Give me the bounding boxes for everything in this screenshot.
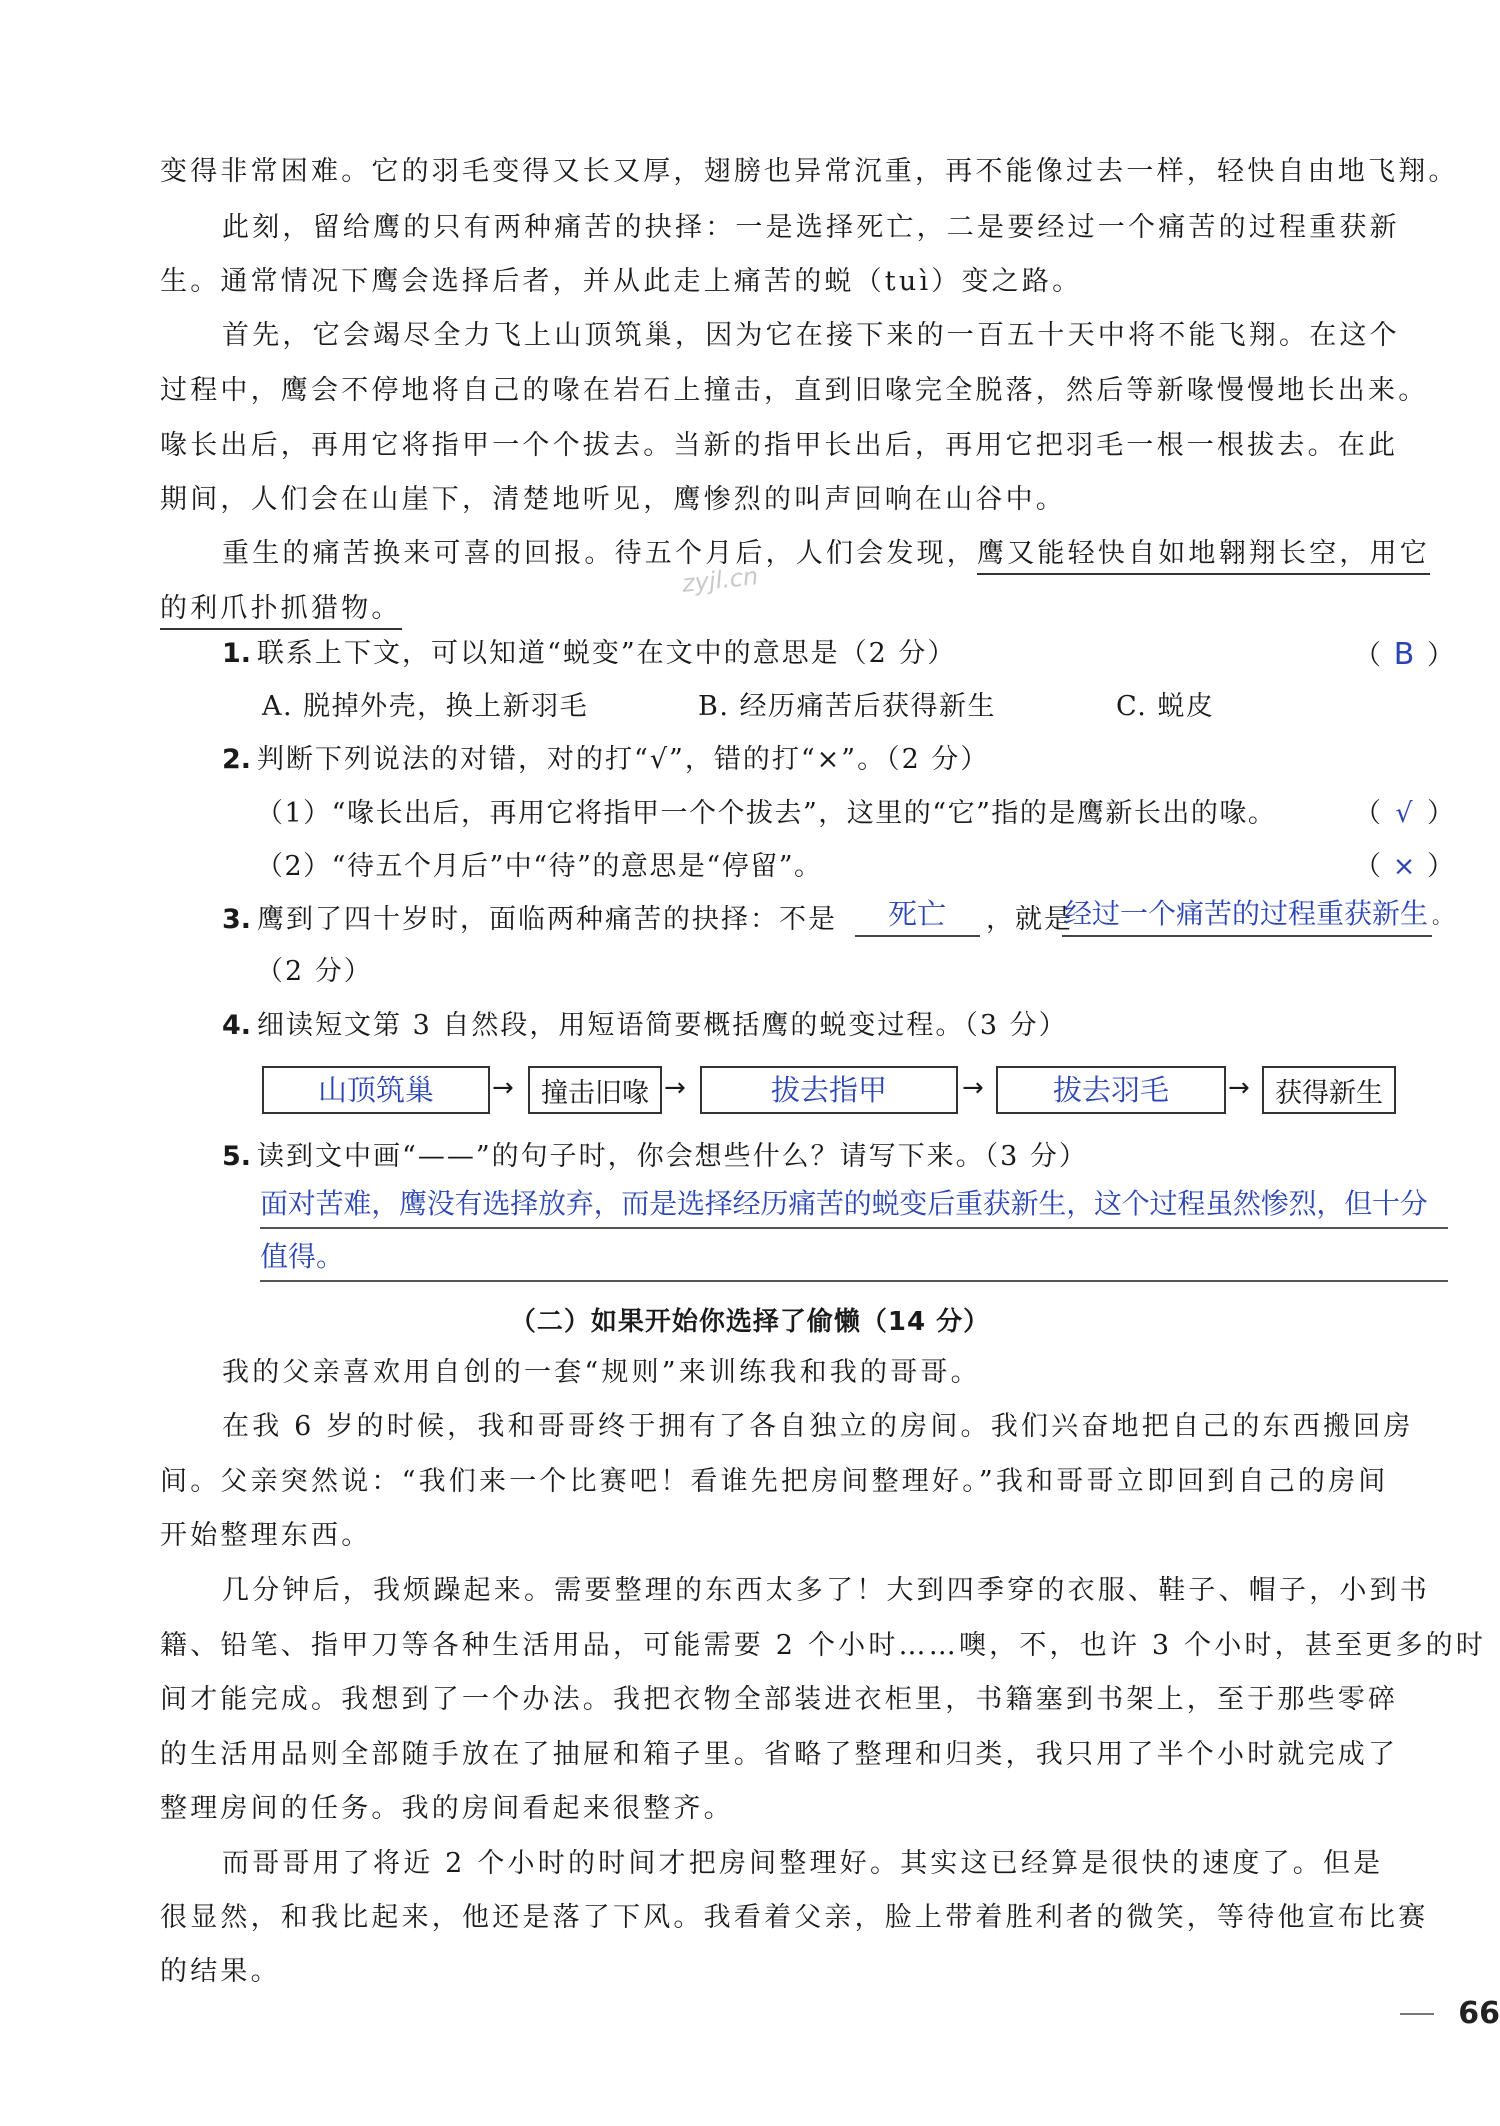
flow-box-text: 拔去羽毛: [1052, 1072, 1169, 1107]
paren-open: （: [1354, 640, 1381, 671]
passage-line: 几分钟后，我烦躁起来。需要整理的东西太多了！大到四季穿的衣服、鞋子、帽子，小到书: [222, 1575, 1430, 1606]
answer-blank-2: 经过一个痛苦的过程重获新生: [1064, 897, 1429, 930]
question-text: 联系上下文，可以知道“蜕变”在文中的意思是（2 分）: [257, 638, 957, 669]
passage-line: 此刻，留给鹰的只有两种痛苦的抉择：一是选择死亡，二是要经过一个痛苦的过程重获新: [222, 212, 1400, 243]
question-text-mid: ，就是: [986, 904, 1073, 935]
flow-box-1: [262, 1066, 490, 1114]
question-number: 2.: [222, 744, 252, 775]
question-number: 1.: [222, 638, 252, 669]
passage-line: [222, 540, 1430, 567]
passage-line: [160, 595, 402, 622]
flow-box-text: 山顶筑巢: [317, 1072, 434, 1107]
page-number: 66: [1458, 1996, 1500, 2031]
arrow-icon: →: [1228, 1073, 1250, 1103]
page-number-dash: [1400, 2013, 1434, 2015]
answer-q2-2: ×: [1392, 851, 1416, 882]
blank-line: [855, 935, 980, 937]
question-score: （2 分）: [256, 956, 373, 987]
answer-q5-line-2: 值得。: [260, 1240, 345, 1273]
question-number: 4.: [222, 1010, 252, 1041]
paren-close: ）: [1427, 640, 1454, 671]
option-b: B. 经历痛苦后获得新生: [698, 691, 997, 722]
underlined-sentence: 鹰又能轻快自如地翱翔长空，用它: [977, 538, 1430, 575]
arrow-icon: →: [664, 1073, 686, 1103]
passage-line: 的生活用品则全部随手放在了抽屉和箱子里。省略了整理和归类，我只用了半个小时就完成了: [160, 1739, 1399, 1770]
passage-line: 很显然，和我比起来，他还是落了下风。我看着父亲，脸上带着胜利者的微笑，等待他宣布比赛: [160, 1902, 1429, 1933]
passage-line: 变得非常困难。它的羽毛变得又长又厚，翅膀也异常沉重，再不能像过去一样，轻快自由地飞翔。: [160, 156, 1459, 187]
arrow-icon: →: [492, 1073, 514, 1103]
answer-q1: B: [1393, 637, 1415, 672]
passage-line: 间才能完成。我想到了一个办法。我把衣物全部装进衣柜里，书籍塞到书架上，至于那些零碎: [160, 1684, 1399, 1715]
blank-line: [1062, 935, 1432, 937]
question-text: 读到文中画“——”的句子时，你会想些什么？请写下来。（3 分）: [257, 1141, 1088, 1172]
judgement-item-2: （2）“待五个月后”中“待”的意思是“停留”。: [256, 851, 823, 882]
passage-line: 籍、铅笔、指甲刀等各种生活用品，可能需要 2 个小时……噢，不，也许 3 个小时，甚至更多的时: [160, 1630, 1487, 1661]
flow-box-3: [700, 1066, 958, 1114]
answer-q2-1: √: [1395, 798, 1413, 829]
question-2: [222, 746, 989, 773]
flow-box-text: 获得新生: [1275, 1077, 1383, 1109]
underlined-sentence: 的利爪扑抓猎物。: [160, 593, 402, 630]
judgement-item-1: （1）“喙长出后，再用它将指甲一个个拔去”，这里的“它”指的是鹰新长出的喙。: [256, 798, 1277, 829]
section-title: （二）如果开始你选择了偷懒（14 分）: [509, 1307, 991, 1337]
question-4: [222, 1012, 1068, 1039]
passage-line: 生。通常情况下鹰会选择后者，并从此走上痛苦的蜕（tuì）变之路。: [160, 266, 1083, 297]
answer-paren-q2-2: [1354, 853, 1454, 880]
flow-box-5: [1262, 1066, 1396, 1114]
paren-open: （: [1354, 798, 1381, 829]
watermark: zyjl.cn: [680, 562, 760, 598]
flow-box-text: 撞击旧喙: [541, 1077, 649, 1109]
passage-line: 整理房间的任务。我的房间看起来很整齐。: [160, 1793, 734, 1824]
passage-line: 首先，它会竭尽全力飞上山顶筑巢，因为它在接下来的一百五十天中将不能飞翔。在这个: [222, 320, 1400, 351]
passage-line: 的结果。: [160, 1956, 281, 1987]
passage-line: 喙长出后，再用它将指甲一个个拔去。当新的指甲长出后，再用它把羽毛一根一根拔去。在此: [160, 430, 1399, 461]
answer-line: [260, 1227, 1448, 1229]
answer-q5-line-1: 面对苦难，鹰没有选择放弃，而是选择经历痛苦的蜕变后重获新生，这个过程虽然惨烈，但十分: [260, 1187, 1428, 1220]
question-text: 细读短文第 3 自然段，用短语简要概括鹰的蜕变过程。（3 分）: [257, 1010, 1068, 1041]
passage-line: 间。父亲突然说：“我们来一个比赛吧！看谁先把房间整理好。”我和哥哥立即回到自己的房间: [160, 1466, 1389, 1497]
paren-close: ）: [1427, 851, 1454, 882]
question-text-end: 。: [1432, 904, 1454, 928]
answer-paren-q1: [1354, 637, 1454, 672]
paren-close: ）: [1427, 798, 1454, 829]
question-5: [222, 1143, 1088, 1170]
question-text: 判断下列说法的对错，对的打“√”，错的打“×”。（2 分）: [257, 744, 990, 775]
option-a: A. 脱掉外壳，换上新羽毛: [262, 691, 589, 722]
passage-line: 期间，人们会在山崖下，清楚地听见，鹰惨烈的叫声回响在山谷中。: [160, 484, 1066, 515]
question-number: 5.: [222, 1141, 252, 1172]
question-3: [222, 906, 837, 933]
question-number: 3.: [222, 904, 252, 935]
answer-blank-1: 死亡: [888, 897, 947, 931]
flow-box-2: [528, 1066, 662, 1114]
flow-box-text: 拔去指甲: [770, 1072, 887, 1107]
answer-paren-q2-1: [1354, 800, 1454, 827]
passage-line: 在我 6 岁的时候，我和哥哥终于拥有了各自独立的房间。我们兴奋地把自己的东西搬回房: [222, 1411, 1414, 1442]
passage-text: 重生的痛苦换来可喜的回报。待五个月后，人们会发现，: [222, 538, 977, 569]
question-1: [222, 640, 956, 667]
passage-line: 而哥哥用了将近 2 个小时的时间才把房间整理好。其实这已经算是很快的速度了。但是: [222, 1848, 1384, 1879]
question-text: 鹰到了四十岁时，面临两种痛苦的抉择：不是: [257, 904, 838, 935]
paren-open: （: [1354, 851, 1381, 882]
passage-line: 过程中，鹰会不停地将自己的喙在岩石上撞击，直到旧喙完全脱落，然后等新喙慢慢地长出来。: [160, 375, 1429, 406]
answer-line: [260, 1280, 1448, 1282]
flow-box-4: [996, 1066, 1226, 1114]
arrow-icon: →: [962, 1073, 984, 1103]
passage-line: 我的父亲喜欢用自创的一套“规则”来训练我和我的哥哥。: [222, 1357, 981, 1388]
option-c: C. 蜕皮: [1116, 691, 1215, 722]
passage-line: 开始整理东西。: [160, 1520, 372, 1551]
